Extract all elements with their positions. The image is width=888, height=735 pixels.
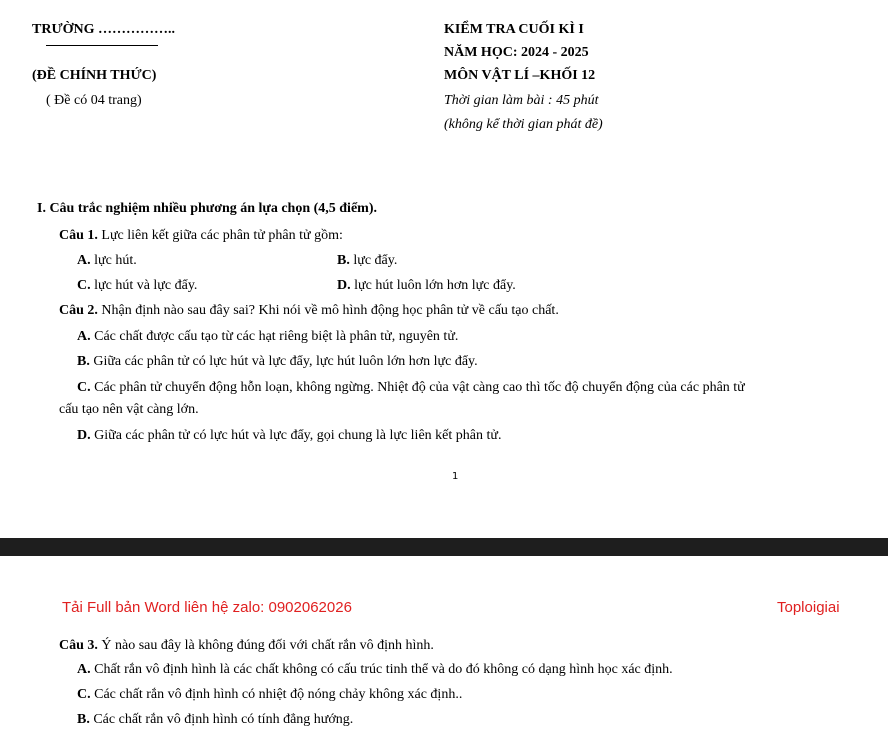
q2-option-d [77, 428, 501, 444]
q1-option-c [77, 278, 197, 294]
question-3-text: Ý nào sau đây là không đúng đối với chất rắn vô định hình. [97, 638, 434, 653]
q3-option-b [77, 712, 353, 728]
time-limit: Thời gian làm bài : 45 phút [444, 93, 599, 108]
option-text: Giữa các phân tử có lực hút và lực đẩy, gọi chung là lực liên kết phân tử. [90, 428, 502, 443]
q1-option-d [337, 278, 516, 294]
option-letter: A. [77, 329, 91, 344]
q3-option-a [77, 662, 673, 678]
question-2-label: Câu 2. [59, 303, 98, 318]
option-text: Các chất được cấu tạo từ các hạt riêng biệt là phân tử, nguyên tử. [90, 329, 459, 344]
subject-line: MÔN VẬT LÍ –KHỐI 12 [444, 68, 596, 83]
option-text: Các chất rắn vô định hình có tính đẳng hướng. [89, 712, 354, 727]
option-text: Chất rắn vô định hình là các chất không có cấu trúc tinh thể và do đó không có dạng hình học xác định. [90, 662, 673, 677]
question-3-label: Câu 3. [59, 638, 98, 653]
option-letter: D. [337, 278, 351, 293]
q3-option-c [77, 687, 462, 703]
school-underline [46, 45, 158, 46]
question-1-text: Lực liên kết giữa các phân tử phân tử gồm: [97, 228, 343, 243]
brand-label: Toploigiai [777, 599, 840, 616]
option-letter: B. [77, 354, 90, 369]
option-text: lực hút và lực đẩy. [90, 278, 198, 293]
question-3 [59, 638, 434, 654]
q2-option-b [77, 354, 478, 370]
option-text: lực hút luôn lớn hơn lực đẩy. [350, 278, 516, 293]
download-banner: Tải Full bản Word liên hệ zalo: 0902062026 [62, 599, 352, 616]
question-2-text: Nhận định nào sau đây sai? Khi nói về mô hình động học phân tử về cấu tạo chất. [97, 303, 559, 318]
option-letter: C. [77, 278, 91, 293]
option-text: lực hút. [90, 253, 137, 268]
option-letter: B. [337, 253, 350, 268]
official-label: (ĐỀ CHÍNH THỨC) [32, 68, 157, 83]
question-1-label: Câu 1. [59, 228, 98, 243]
question-2 [59, 303, 559, 319]
option-letter: B. [77, 712, 90, 727]
option-text: Các chất rắn vô định hình có nhiệt độ nóng chảy không xác định.. [90, 687, 463, 702]
q1-option-b [337, 253, 397, 269]
q2-option-c [77, 380, 745, 396]
page-separator [0, 538, 888, 556]
school-year: NĂM HỌC: 2024 - 2025 [444, 45, 589, 60]
time-note: (không kể thời gian phát đề) [444, 117, 603, 132]
option-letter: C. [77, 380, 91, 395]
option-letter: C. [77, 687, 91, 702]
q2-option-a [77, 329, 458, 345]
school-name: TRƯỜNG …………….. [32, 22, 175, 37]
option-letter: A. [77, 662, 91, 677]
question-1 [59, 228, 343, 244]
page-count: ( Đề có 04 trang) [46, 93, 142, 108]
exam-title: KIỂM TRA CUỐI KÌ I [444, 22, 584, 37]
q1-option-a [77, 253, 137, 269]
option-letter: D. [77, 428, 91, 443]
exam-page-2 [0, 556, 888, 735]
page-number: 1 [452, 471, 459, 482]
q2-option-c-continued: cấu tạo nên vật càng lớn. [59, 402, 199, 417]
option-letter: A. [77, 253, 91, 268]
section-title: I. Câu trắc nghiệm nhiều phương án lựa chọn (4,5 điểm). [37, 201, 377, 216]
option-text: lực đẩy. [349, 253, 398, 268]
option-text: Các phân tử chuyển động hỗn loạn, không ngừng. Nhiệt độ của vật càng cao thì tốc độ chuyển động của các phân tử [90, 380, 745, 395]
option-text: Giữa các phân tử có lực hút và lực đẩy, lực hút luôn lớn hơn lực đẩy. [89, 354, 478, 369]
